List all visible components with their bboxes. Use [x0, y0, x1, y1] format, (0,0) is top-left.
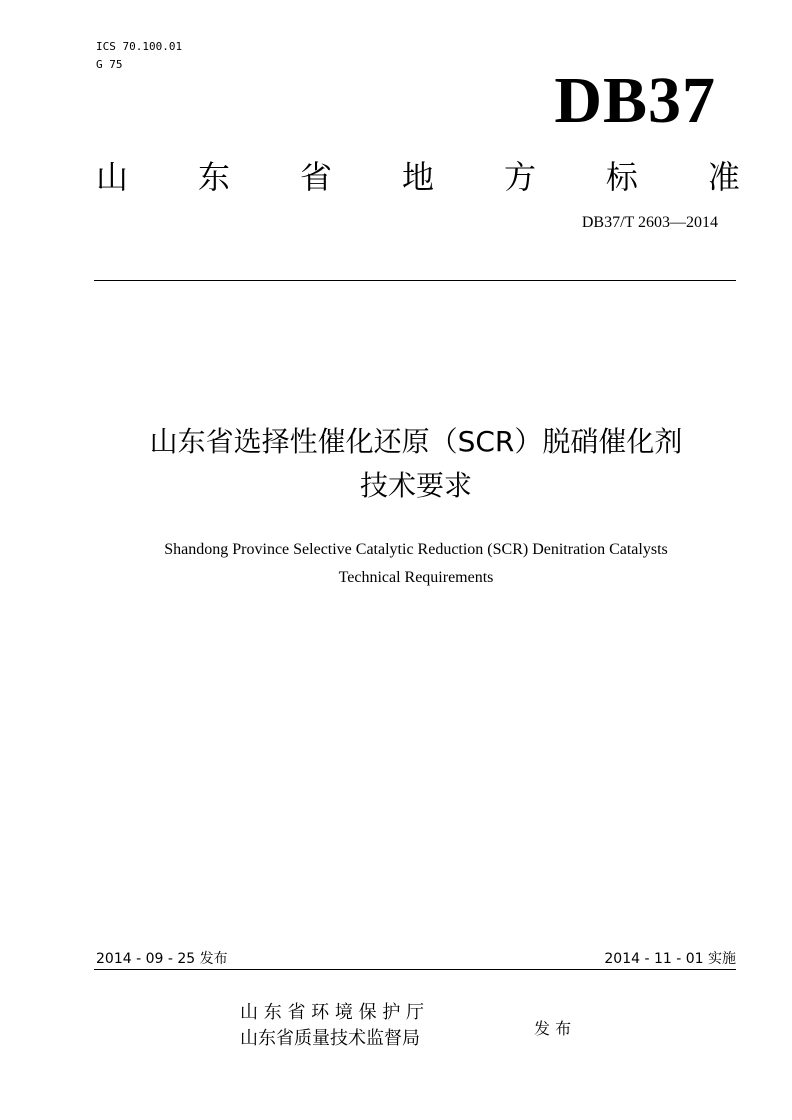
issuer-quality-bureau: 山东省质量技术监督局: [240, 1028, 420, 1049]
standard-type-char: 地: [401, 158, 434, 196]
footer-divider: [94, 969, 736, 970]
classification-codes: [96, 38, 182, 74]
standard-type-char: 省: [299, 158, 332, 196]
ics-code: ICS 70.100.01: [96, 40, 183, 53]
standard-type-char: 方: [503, 158, 536, 196]
standard-type-char: 山: [96, 158, 129, 196]
header-divider: [94, 280, 736, 281]
ccs-code: G 75: [96, 58, 123, 71]
english-title: [40, 536, 792, 592]
standard-type-char: 东: [197, 158, 230, 196]
issuing-authorities: [240, 1000, 424, 1052]
chinese-title-line: 山东省选择性催化还原（SCR）脱硝催化剂: [149, 425, 683, 458]
standard-type-title: [96, 150, 740, 200]
standard-mark: DB37: [554, 64, 716, 137]
standard-number: DB37/T 2603—2014: [581, 214, 718, 231]
implementation-date: 2014 - 11 - 01 实施: [604, 951, 736, 967]
chinese-title: [60, 420, 772, 508]
english-title-line: Technical Requirements: [338, 569, 494, 586]
english-title-line: Shandong Province Selective Catalytic Reduction (SCR) Denitration Catalysts: [164, 541, 668, 558]
issue-label: 发 布: [534, 1019, 572, 1038]
standard-type-char: 标: [605, 158, 638, 196]
chinese-title-line: 技术要求: [359, 469, 472, 502]
release-date: 2014 - 09 - 25 发布: [96, 951, 228, 967]
issuer-environment-department: 山 东 省 环 境 保 护 厅: [240, 1002, 425, 1023]
standard-type-char: 准: [707, 158, 740, 196]
